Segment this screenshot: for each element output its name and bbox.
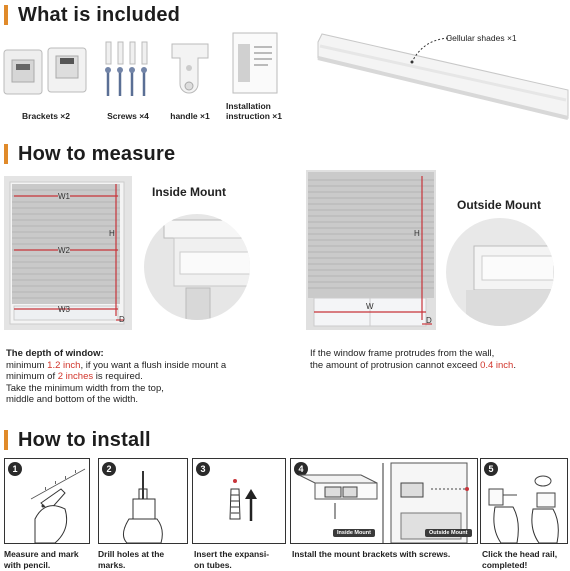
pencil-mark-illustration [5, 459, 89, 543]
step-2-panel [98, 458, 188, 544]
highlight-value: 2 inches [57, 371, 94, 382]
outside-mount-badge: Outside Mount [425, 529, 472, 537]
outside-mount-title: Outside Mount [457, 198, 541, 212]
text: the amount of protrusion cannot exceed [310, 359, 481, 371]
accent-bar [4, 5, 8, 25]
outside-line-1: If the window frame protrudes from the wall, [310, 348, 495, 359]
label-w: W [366, 302, 374, 311]
label-w1: W1 [58, 192, 70, 201]
caption-line: marks. [98, 560, 126, 570]
caption-line: with pencil. [4, 560, 51, 570]
step-number: 5 [484, 462, 498, 476]
brackets-label: Brackets ×2 [22, 111, 70, 121]
depth-line-3: Take the minimum width from the top, [6, 382, 164, 394]
label-w2: W2 [58, 246, 70, 255]
step-4-caption [292, 549, 472, 560]
expansion-tube-illustration [193, 459, 285, 543]
caption-line: Insert the expansi- [194, 549, 270, 559]
outside-paragraph [310, 348, 566, 371]
caption-line: on tubes. [194, 560, 232, 570]
outside-mount-detail [446, 216, 554, 328]
inside-mount-title: Inside Mount [152, 185, 226, 199]
label-d: D [119, 315, 125, 324]
handle-label: handle ×1 [170, 111, 210, 121]
accent-bar [4, 144, 8, 164]
inside-mount-badge: Inside Mount [333, 529, 375, 537]
step-1-panel [4, 458, 90, 544]
step-5-panel [480, 458, 568, 544]
caption-line: Measure and mark [4, 549, 79, 559]
instruction-label-text: Installation instruction ×1 [226, 101, 282, 121]
instruction-label [226, 101, 296, 121]
step-1-caption [4, 549, 96, 571]
section-title-install: How to install [4, 429, 151, 451]
inside-mount-detail [144, 208, 250, 326]
depth-heading: The depth of window: [6, 348, 104, 359]
label-w3: W3 [58, 305, 70, 314]
step-3-caption [194, 549, 286, 571]
shades-label: Cellular shades ×1 [446, 33, 517, 43]
label-h: H [109, 229, 115, 238]
accent-bar [4, 430, 8, 450]
handle-image [168, 40, 212, 102]
depth-line-2 [6, 371, 296, 383]
brackets-image [2, 44, 90, 100]
highlight-value: 1.2 inch [47, 359, 81, 371]
step-number: 1 [8, 462, 22, 476]
text: , if you want a flush inside mount a [80, 359, 227, 371]
step-number: 4 [294, 462, 308, 476]
caption-line: Install the mount brackets with screws. [292, 549, 451, 559]
highlight-value: 0.4 inch [480, 359, 514, 371]
label-outside-h: H [414, 229, 420, 238]
screws-label: Screws ×4 [107, 111, 149, 121]
outside-line-2 [310, 360, 566, 372]
section-title-included: What is included [4, 4, 180, 26]
caption-line: Drill holes at the [98, 549, 165, 559]
text: minimum of [6, 371, 58, 382]
depth-line-1 [6, 360, 296, 372]
caption-line: Click the head rail, [482, 549, 558, 559]
depth-line-4: middle and bottom of the width. [6, 394, 139, 405]
depth-paragraph [6, 348, 296, 406]
instruction-image [232, 32, 278, 94]
step-3-panel [192, 458, 286, 544]
text: is required. [93, 371, 143, 382]
step-2-caption [98, 549, 190, 571]
text: . [513, 359, 516, 371]
caption-line: completed! [482, 560, 528, 570]
label-outside-d: D [426, 316, 432, 325]
screws-image [100, 40, 156, 102]
step-4-panel [290, 458, 478, 544]
section-title-measure: How to measure [4, 143, 175, 165]
step-5-caption [482, 549, 568, 571]
text: minimum [6, 359, 48, 371]
step-number: 3 [196, 462, 210, 476]
head-rail-illustration [481, 459, 567, 543]
step-number: 2 [102, 462, 116, 476]
drill-illustration [99, 459, 187, 543]
